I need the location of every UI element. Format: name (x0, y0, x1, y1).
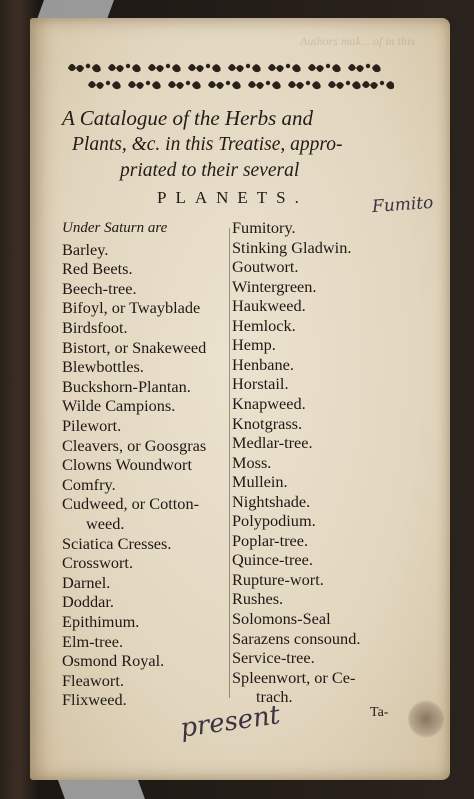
herb-entry: Wintergreen. (232, 276, 317, 296)
herb-entry: Wilde Campions. (62, 396, 176, 416)
herb-entry: Service-tree. (232, 648, 315, 668)
herb-entry: Poplar-tree. (232, 530, 309, 550)
herb-entry: weed. (86, 514, 125, 533)
ink-stain (408, 700, 444, 738)
herb-entry: Comfry. (62, 474, 116, 494)
herb-entry: Spleenwort, or Ce- (232, 667, 356, 687)
herb-entry: Red Beets. (62, 259, 133, 279)
bleed-through-text: Authors mak... of in this (300, 34, 416, 48)
herb-entry: Cleavers, or Goosgras (62, 435, 207, 455)
heading-line: Plants, &c. in this Treatise, appro- (72, 134, 343, 155)
catchword: Ta- (370, 705, 389, 720)
herb-entry: Haukweed. (232, 296, 306, 316)
herb-entry: Doddar. (62, 592, 114, 612)
herb-entry: Henbane. (232, 354, 294, 374)
herb-entry: Bifoyl, or Twayblade (62, 298, 201, 318)
herb-entry: Sarazens consound. (232, 628, 361, 648)
heading-line: priated to their several (120, 160, 300, 181)
herb-entry: Flixweed. (62, 690, 127, 710)
herb-entry: Under Saturn are (62, 220, 168, 236)
handwritten-margin-note: Fumito (371, 192, 434, 218)
herb-entry: Stinking Gladwin. (232, 237, 352, 257)
herb-entry: Barley. (62, 239, 109, 259)
herb-entry: Elm-tree. (62, 631, 124, 651)
herb-entry: Beech-tree. (62, 278, 137, 298)
herb-entry: trach. (256, 687, 293, 707)
herb-entry: Horstail. (232, 374, 289, 394)
herb-entry: Rupture-wort. (232, 569, 324, 589)
herb-entry: Fumitory. (232, 218, 296, 237)
herb-entry: Nightshade. (232, 491, 311, 511)
herb-entry: Pilewort. (62, 416, 122, 435)
herb-entry: Solomons-Seal (232, 609, 331, 628)
heading-line: A Catalogue of the Herbs and (62, 106, 314, 130)
herb-entry: Clowns Woundwort (62, 455, 193, 475)
herb-entry: Hemp. (232, 335, 276, 355)
herb-entry: Buckshorn-Plantan. (62, 376, 191, 396)
herb-entry: Polypodium. (232, 511, 316, 531)
printers-ornament (66, 58, 394, 98)
planets-label: PLANETS. (157, 188, 308, 207)
herb-entry: Cudweed, or Cotton- (62, 494, 200, 514)
herb-entry: Mullein. (232, 472, 288, 492)
herb-entry: Darnel. (62, 572, 111, 592)
herb-entry: Goutwort. (232, 257, 299, 277)
herb-entry: Quince-tree. (232, 550, 313, 570)
herb-entry: Fleawort. (62, 670, 124, 690)
herb-entry: Moss. (232, 452, 272, 472)
herb-entry: Bistort, or Snakeweed (62, 337, 207, 357)
herb-entry: Osmond Royal. (62, 651, 165, 671)
handwritten-note: present (178, 700, 282, 744)
herb-entry: Hemlock. (232, 315, 296, 335)
herb-entry: Crosswort. (62, 553, 134, 573)
herb-entry: Medlar-tree. (232, 433, 313, 453)
herb-entry: Birdsfoot. (62, 318, 128, 337)
herb-entry: Epithimum. (62, 612, 140, 631)
herb-entry: Blewbottles. (62, 357, 144, 377)
herb-entry: Knapweed. (232, 393, 306, 413)
herb-entry: Sciatica Cresses. (62, 533, 172, 553)
herb-entry: Knotgrass. (232, 413, 303, 433)
column-divider (229, 228, 230, 698)
herb-entry: Rushes. (232, 589, 284, 609)
